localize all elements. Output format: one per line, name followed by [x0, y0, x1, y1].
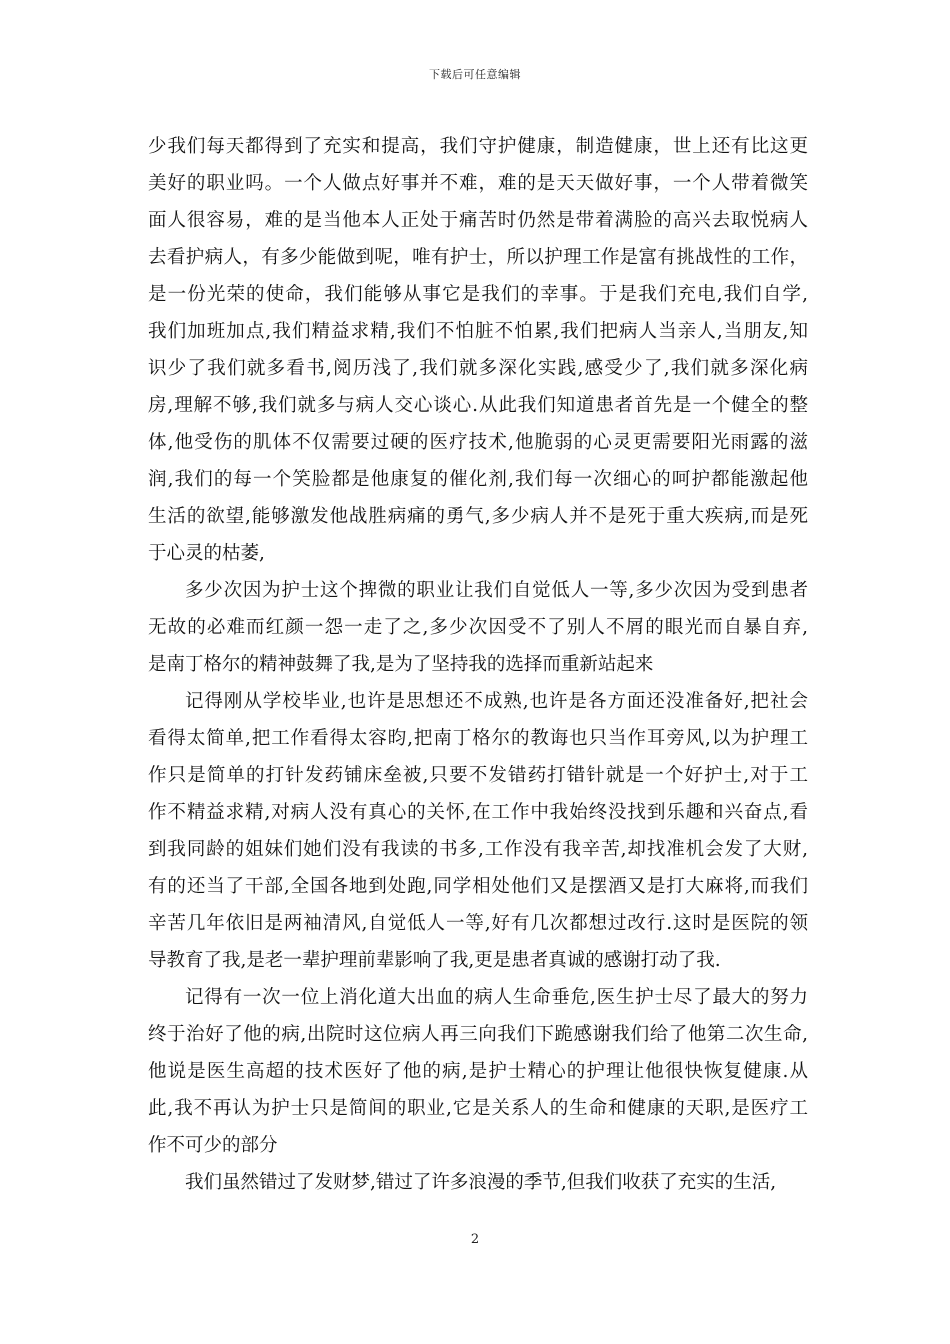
paragraph-line: 体,他受伤的肌体不仅需要过硬的医疗技术,他脆弱的心灵更需要阳光雨露的滋 [148, 432, 808, 453]
paragraph-line: 生活的欲望,能够激发他战胜病痛的勇气,多少病人并不是死于重大疾病,而是死 [148, 506, 808, 527]
paragraph-line: 去看护病人，有多少能做到呢，唯有护士，所以护理工作是富有挑战性的工作， [148, 247, 808, 268]
paragraph-line: 作不可少的部分 [148, 1135, 278, 1156]
paragraph-line: 到我同龄的姐妹们她们没有我读的书多,工作没有我辛苦,却找准机会发了大财, [148, 839, 808, 860]
paragraph [148, 572, 808, 683]
paragraph [148, 683, 808, 979]
paragraph [148, 128, 808, 572]
paragraph [148, 1164, 808, 1201]
paragraph-line: 识少了我们就多看书,阅历浅了,我们就多深化实践,感受少了,我们就多深化病 [148, 358, 808, 379]
paragraph-line: 此,我不再认为护士只是简间的职业,它是关系人的生命和健康的天职,是医疗工 [148, 1098, 808, 1119]
paragraph-line: 导教育了我,是老一辈护理前辈影响了我,更是患者真诚的感谢打动了我. [148, 950, 721, 971]
paragraph-line: 少我们每天都得到了充实和提高，我们守护健康，制造健康，世上还有比这更 [148, 136, 808, 157]
paragraph-line: 美好的职业吗。一个人做点好事并不难，难的是天天做好事，一个人带着微笑 [148, 173, 808, 194]
paragraph-line: 润,我们的每一个笑脸都是他康复的催化剂,我们每一次细心的呵护都能激起他 [148, 469, 808, 490]
page-header: 下载后可任意编辑 [429, 68, 521, 81]
paragraph-line: 面人很容易，难的是当他本人正处于痛苦时仍然是带着满脸的高兴去取悦病人 [148, 210, 808, 231]
paragraph-line: 房,理解不够,我们就多与病人交心谈心.从此我们知道患者首先是一个健全的整 [148, 395, 808, 416]
paragraph [148, 979, 808, 1164]
paragraph-line: 作只是简单的打针发药铺床垒被,只要不发错药打错针就是一个好护士,对于工 [148, 765, 808, 786]
paragraph-line: 他说是医生高超的技术医好了他的病,是护士精心的护理让他很快恢复健康.从 [148, 1061, 808, 1082]
paragraph-line: 有的还当了干部,全国各地到处跑,同学相处他们又是摆酒又是打大麻将,而我们 [148, 876, 808, 897]
page-number: 2 [470, 1232, 480, 1247]
paragraph-line: 作不精益求精,对病人没有真心的关怀,在工作中我始终没找到乐趣和兴奋点,看 [148, 802, 808, 823]
paragraph-line: 看得太简单,把工作看得太容昀,把南丁格尔的教诲也只当作耳旁风,以为护理工 [148, 728, 808, 749]
paragraph-line: 终于治好了他的病,出院时这位病人再三向我们下跪感谢我们给了他第二次生命, [148, 1024, 808, 1045]
paragraph-line: 我们虽然错过了发财梦,错过了许多浪漫的季节,但我们收获了充实的生活, [185, 1172, 777, 1193]
paragraph-line: 多少次因为护士这个捭微的职业让我们自觉低人一等,多少次因为受到患者 [185, 580, 808, 601]
paragraph-line: 是南丁格尔的精神鼓舞了我,是为了坚持我的选择而重新站起来 [148, 654, 654, 675]
paragraph-line: 无故的必难而红颜一怨一走了之,多少次因受不了别人不屑的眼光而自暴自弃, [148, 617, 808, 638]
body-text [148, 128, 808, 1201]
paragraph-line: 我们加班加点,我们精益求精,我们不怕脏不怕累,我们把病人当亲人,当朋友,知 [148, 321, 808, 342]
paragraph-line: 是一份光荣的使命，我们能够从事它是我们的幸事。于是我们充电,我们自学, [148, 284, 808, 305]
paragraph-line: 记得有一次一位上消化道大出血的病人生命垂危,医生护士尽了最大的努力 [185, 987, 808, 1008]
paragraph-line: 于心灵的枯萎, [148, 543, 265, 564]
paragraph-line: 辛苦几年依旧是两袖清风,自觉低人一等,好有几次都想过改行.这时是医院的领 [148, 913, 808, 934]
paragraph-line: 记得刚从学校毕业,也许是思想还不成熟,也许是各方面还没准备好,把社会 [185, 691, 808, 712]
